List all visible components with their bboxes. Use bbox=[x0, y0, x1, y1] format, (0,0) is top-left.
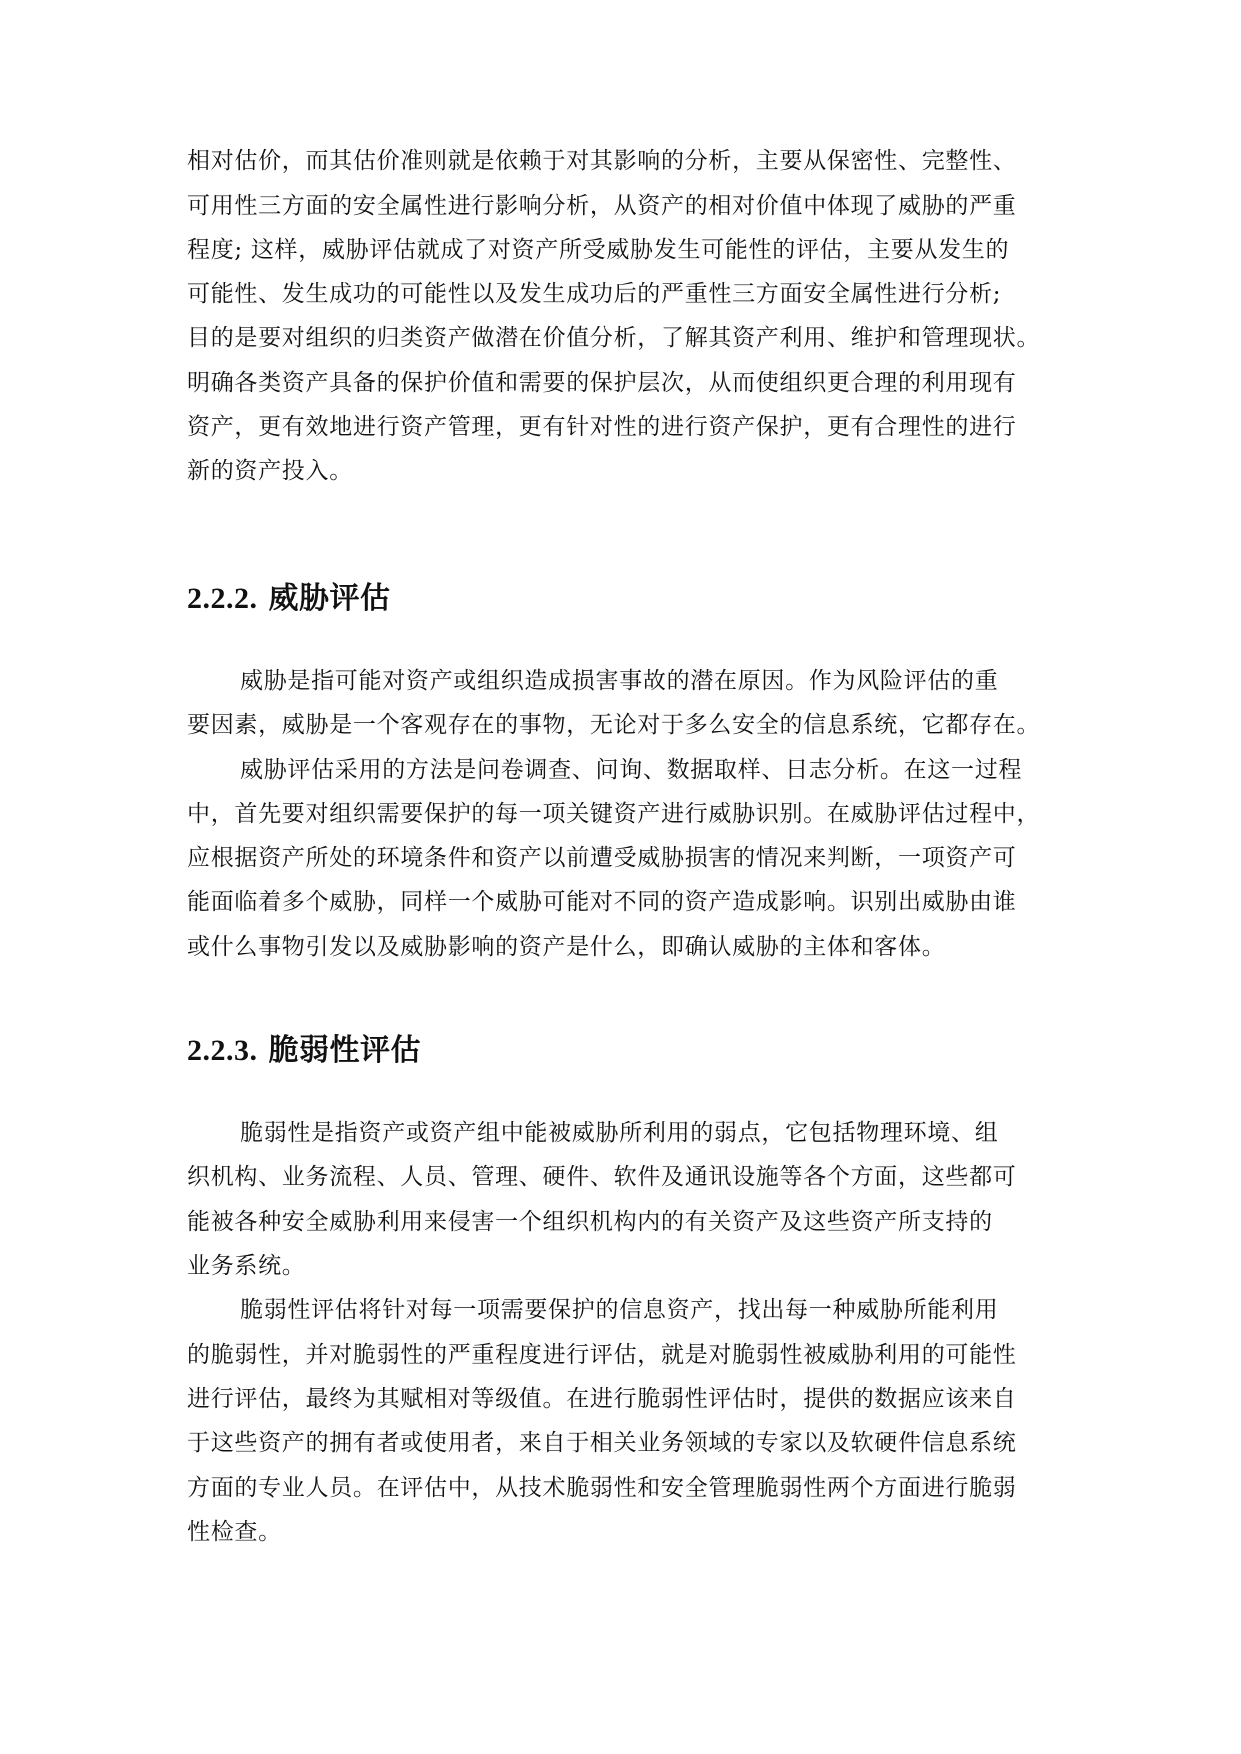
text-line: 进行评估，最终为其赋相对等级值。在进行脆弱性评估时，提供的数据应该来自 bbox=[187, 1386, 1017, 1412]
text-line: 于这些资产的拥有者或使用者，来自于相关业务领域的专家以及软硬件信息系统 bbox=[187, 1430, 1017, 1456]
text-line: 要因素，威胁是一个客观存在的事物，无论对于多么安全的信息系统，它都存在。 bbox=[187, 712, 1041, 738]
text-line: 能被各种安全威胁利用来侵害一个组织机构内的有关资产及这些资产所支持的 bbox=[187, 1209, 993, 1235]
text-line: 脆弱性评估将针对每一项需要保护的信息资产，找出每一种威胁所能利用 bbox=[240, 1297, 999, 1323]
text-line: 方面的专业人员。在评估中，从技术脆弱性和安全管理脆弱性两个方面进行脆弱 bbox=[187, 1475, 1017, 1501]
section-number: 2.2.2. bbox=[187, 582, 258, 615]
text-line: 织机构、业务流程、人员、管理、硬件、软件及通讯设施等各个方面，这些都可 bbox=[187, 1164, 1017, 1190]
text-line: 新的资产投入。 bbox=[187, 458, 353, 484]
text-line: 目的是要对组织的归类资产做潜在价值分析，了解其资产利用、维护和管理现状。 bbox=[187, 325, 1041, 351]
text-line: 明确各类资产具备的保护价值和需要的保护层次，从而使组织更合理的利用现有 bbox=[187, 370, 1017, 396]
text-line: 相对估价，而其估价准则就是依赖于对其影响的分析，主要从保密性、完整性、 bbox=[187, 148, 1017, 174]
text-line: 可能性、发生成功的可能性以及发生成功后的严重性三方面安全属性进行分析; bbox=[187, 281, 1002, 307]
section-number: 2.2.3. bbox=[187, 1034, 258, 1067]
text-line: 性检查。 bbox=[187, 1519, 282, 1545]
text-line: 或什么事物引发以及威胁影响的资产是什么，即确认威胁的主体和客体。 bbox=[187, 934, 946, 960]
text-line: 的脆弱性，并对脆弱性的严重程度进行评估，就是对脆弱性被威胁利用的可能性 bbox=[187, 1342, 1017, 1368]
section-heading-threat bbox=[187, 577, 390, 621]
text-line: 威胁评估采用的方法是问卷调查、问询、数据取样、日志分析。在这一过程 bbox=[240, 757, 1023, 783]
section-title: 脆弱性评估 bbox=[268, 1033, 421, 1068]
text-line: 业务系统。 bbox=[187, 1253, 306, 1279]
text-line: 程度; 这样，威胁评估就成了对资产所受威胁发生可能性的评估，主要从发生的 bbox=[187, 237, 1010, 263]
text-line: 资产，更有效地进行资产管理，更有针对性的进行资产保护，更有合理性的进行 bbox=[187, 414, 1017, 440]
text-line: 威胁是指可能对资产或组织造成损害事故的潜在原因。作为风险评估的重 bbox=[240, 668, 999, 694]
text-line: 可用性三方面的安全属性进行影响分析，从资产的相对价值中体现了威胁的严重 bbox=[187, 193, 1017, 219]
section-title: 威胁评估 bbox=[268, 581, 391, 616]
text-line: 能面临着多个威胁，同样一个威胁可能对不同的资产造成影响。识别出威胁由谁 bbox=[187, 889, 1017, 915]
text-line: 应根据资产所处的环境条件和资产以前遭受威胁损害的情况来判断，一项资产可 bbox=[187, 845, 1017, 871]
text-line: 中，首先要对组织需要保护的每一项关键资产进行威胁识别。在威胁评估过程中， bbox=[187, 801, 1041, 827]
section-heading-vulnerability bbox=[187, 1029, 421, 1073]
text-line: 脆弱性是指资产或资产组中能被威胁所利用的弱点，它包括物理环境、组 bbox=[240, 1120, 999, 1146]
